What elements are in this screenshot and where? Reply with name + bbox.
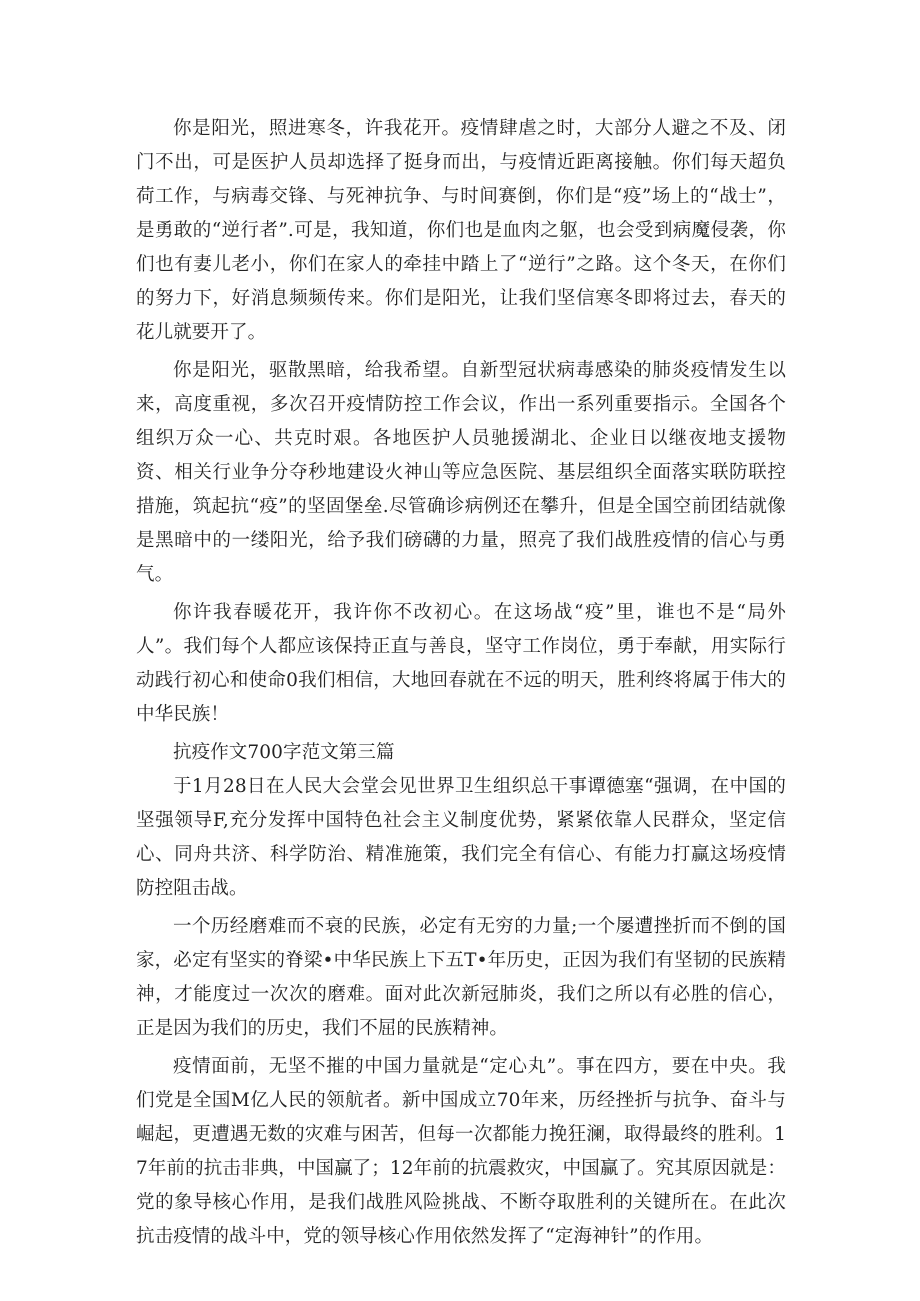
paragraph-nation-spirit: 一个历经磨难而不衰的民族，必定有无穷的力量;一个屡遭挫折而不倒的国家，必定有坚实的脊梁•中华民族上下五T•年历史，正因为我们有坚韧的民族精神，才能度过一次次的磨难。面对此次新冠肺炎，我们之所以有必胜的信心，正是因为我们的历史，我们不屈的民族精神。 [136,916,786,1039]
section-title: 抗疫作文700字范文第三篇 [173,742,395,763]
paragraph-meeting: 于1月28日在人民大会堂会见世界卫生组织总干事谭德塞“强调，在中国的坚强领导F,充分发挥中国特色社会主义制度优势，紧紧依靠人民群众，坚定信心、同舟共济、科学防治、精准施策，我们完全有信心、有能力打赢这场疫情防控阻击战。 [136,776,786,899]
paragraph-spring-blossom: 你许我春暖花开，我许你不改初心。在这场战“疫”里，谁也不是“局外人”。我们每个人都应该保持正直与善良，坚守工作岗位，勇于奉献，用实际行动践行初心和使命0我们相信，大地回春就在不远的明天，胜利终将属于伟大的中华民族！ [136,602,786,725]
paragraph-china-strength: 疫情面前，无坚不摧的中国力量就是“定心丸”。事在四方，要在中央。我们党是全国M亿人民的领航者。新中国成立70年来，历经挫折与抗争、奋斗与崛起，更遭遇无数的灾难与困苦，但每一次都能力挽狂澜，取得最终的胜利。17年前的抗击非典，中国赢了；12年前的抗震救灾，中国赢了。究其原因就是：党的象导核心作用，是我们战胜风险挑战、不断夺取胜利的关键所在。在此次抗击疫情的战斗中，党的领导核心作用依然发挥了“定海神针”的作用。 [136,1056,786,1247]
paragraph-sunshine-winter: 你是阳光，照进寒冬，许我花开。疫情肆虐之时，大部分人避之不及、闭门不出，可是医护人员却选择了挺身而出，与疫情近距离接触。你们每天超负荷工作，与病毒交锋、与死神抗争、与时间赛倒，你们是“疫”场上的“战士”，是勇敢的“逆行者”.可是，我知道，你们也是血肉之躯，也会受到病魔侵袭，你们也有妻儿老小，你们在家人的牵挂中踏上了“逆行”之路。这个冬天，在你们的努力下，好消息频频传来。你们是阳光，让我们坚信寒冬即将过去，春天的花儿就要开了。 [136,118,786,343]
paragraph-sunshine-darkness: 你是阳光，驱散黑暗，给我希望。自新型冠状病毒感染的肺炎疫情发生以来，高度重视，多次召开疫情防控工作会议，作出一系列重要指示。全国各个组织万众一心、共克时艰。各地医护人员驰援湖北、企业日以继夜地支援物资、相关行业争分夺秒地建设火神山等应急医院、基层组织全面落实联防联控措施，筑起抗“疫”的坚固堡垒.尽管确诊病例还在攀升，但是全国空前团结就像是黑暗中的一缕阳光，给予我们磅礴的力量，照亮了我们战胜疫情的信心与勇气。 [136,360,786,585]
document-body [136,112,786,1254]
